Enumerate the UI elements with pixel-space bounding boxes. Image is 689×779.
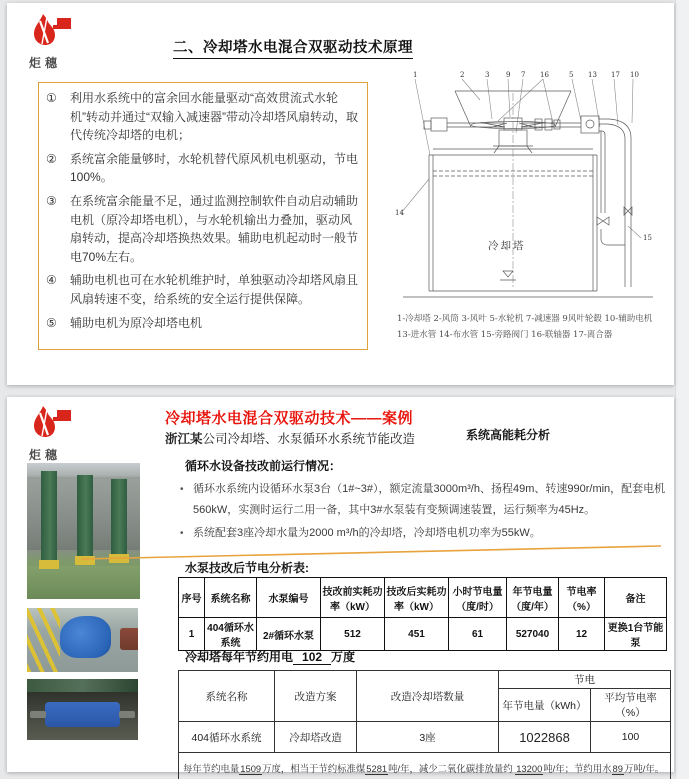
header-cell: 备注 (605, 578, 667, 618)
section-title: 循环水设备技改前运行情况： (185, 459, 342, 473)
photo-beam (27, 679, 138, 692)
header-cell: 改造方案 (275, 671, 357, 722)
photo-tower-base (75, 556, 95, 565)
bullet-marker: • (180, 484, 184, 495)
photo-shaft (119, 711, 135, 718)
photo-steel-tower (41, 471, 57, 561)
data-cell: 404循环水系统 (205, 618, 257, 651)
svg-text:15: 15 (643, 234, 652, 242)
scrollbar[interactable] (675, 0, 689, 779)
data-cell: 404循环水系统 (179, 722, 275, 753)
bullet-item (180, 523, 677, 544)
point-number: ④ (46, 273, 57, 288)
company-logo (29, 13, 93, 71)
cooling-tower-diagram (385, 63, 670, 363)
svg-text:17: 17 (611, 71, 620, 79)
photo-circulating-pump (27, 608, 138, 672)
photo-tower-base (39, 560, 59, 569)
data-cell: 527040 (507, 618, 559, 651)
legend-line: 13-进水管 14-布水管 15-旁路阀门 16-联轴器 17-离合器 (397, 330, 613, 341)
header-cell: 小时节电量（度/时） (449, 578, 507, 618)
photo-steel-tower (111, 479, 127, 555)
data-cell: 100 (591, 722, 671, 753)
point-text: 辅助电机也可在水轮机维护时，单独驱动冷却塔风扇且风扇转速不变，给系统的安全运行提供保障。 (70, 273, 359, 306)
note-suffix: 万度 (331, 650, 356, 664)
data-cell: 12 (559, 618, 605, 651)
point-item (46, 314, 359, 333)
data-cell: 2#循环水泵 (257, 618, 321, 651)
summary-value: 13200 (516, 763, 543, 774)
slide1-title: 二、冷却塔水电混合双驱动技术原理 (173, 36, 413, 59)
data-cell: 512 (321, 618, 385, 651)
bullet-text: 循环水系统内设循环水泵3台（1#~3#），额定流量3000m³/h、扬程49m、转速990r/min，配套电机560kW，实测时运行二用一备，其中3#水泵装有变频调速装置，运行频率为45Hz。 (193, 483, 666, 517)
bullet-item (180, 479, 677, 522)
svg-text:7: 7 (521, 71, 526, 79)
brand-text: 炬穗 (29, 448, 62, 462)
case-company: 浙江某 (165, 432, 203, 446)
pump-table-title: 水泵技改后节电分析表: (185, 561, 309, 575)
header-cell: 节电率（%） (559, 578, 605, 618)
annual-saving-note (185, 648, 355, 665)
summary-value: 5281 (366, 763, 388, 774)
data-cell: 61 (449, 618, 507, 651)
svg-text:16: 16 (540, 71, 549, 79)
svg-text:14: 14 (395, 209, 404, 217)
point-item (46, 271, 359, 308)
slide2-title: 冷却塔水电混合双驱动技术——案例 (165, 410, 414, 427)
note-value: 102 (293, 650, 331, 665)
flame-icon (29, 13, 75, 49)
svg-text:3: 3 (485, 71, 490, 79)
point-text: 在系统富余能量不足，通过监测控制软件自动启动辅助电机（原冷却塔电机），与水轮机输出力叠加，驱动风扇转动，提高冷却塔换热效果。辅助电机起动时一般节电70%左右。 (70, 193, 359, 264)
header-cell: 序号 (179, 578, 205, 618)
header-cell: 技改后实耗功率（kW） (385, 578, 449, 618)
bullet-marker: • (180, 527, 184, 539)
summary-text: 每年节约电量 (183, 763, 240, 774)
svg-text:5: 5 (569, 71, 574, 79)
data-cell: 冷却塔改造 (275, 722, 357, 753)
case-subtitle-rest: 公司冷却塔、水泵循环水系统节能改造 (202, 432, 416, 446)
photo-yellow-railing (27, 608, 60, 672)
svg-text:13: 13 (588, 71, 597, 79)
company-logo (29, 405, 93, 463)
header-cell: 水泵编号 (257, 578, 321, 618)
point-item (46, 150, 359, 187)
slide-principle (7, 3, 674, 385)
flame-icon (29, 405, 75, 441)
point-number: ② (46, 151, 57, 166)
summary-text: 万吨/年。 (623, 763, 665, 774)
point-number: ⑤ (46, 315, 57, 330)
svg-text:9: 9 (506, 71, 511, 79)
photo-shaft (30, 711, 46, 718)
point-number: ① (46, 91, 57, 105)
photo-cooling-tower-site (27, 463, 140, 599)
slide-case-study (7, 397, 674, 772)
bullet-text: 系统配套3座冷却水量为2000 m³/h的冷却塔，冷却塔电机功率为55kW。 (193, 526, 541, 539)
pump-saving-table (178, 577, 667, 651)
note-prefix: 冷却塔每年节约用电 (185, 650, 294, 664)
photo-grass (27, 566, 140, 599)
case-subtitle (165, 429, 415, 447)
legend-line: 1-冷却塔 2-风筒 3-风叶 5-水轮机 7-减速器 9风叶轮毂 10-辅助电机 (397, 314, 653, 324)
svg-text:10: 10 (630, 71, 639, 79)
header-cell: 系统名称 (205, 578, 257, 618)
brand-text: 炬穗 (29, 56, 62, 70)
point-number: ③ (46, 193, 57, 208)
photo-drive-unit (27, 679, 138, 740)
point-item (46, 89, 359, 145)
data-cell: 1022868 (499, 722, 591, 753)
diagram-legend (385, 311, 670, 343)
point-text: 辅助电机为原冷却塔电机 (70, 315, 203, 330)
header-cell: 年节电量（kWh） (499, 689, 591, 722)
photo-tower-base (109, 554, 129, 563)
point-item (46, 192, 359, 266)
data-cell: 1 (179, 618, 205, 651)
photo-blue-gearbox (45, 702, 120, 726)
svg-text:2: 2 (460, 71, 465, 79)
header-cell: 平均节电率（%） (591, 689, 671, 722)
summary-row (179, 753, 671, 779)
svg-text:1: 1 (413, 71, 418, 79)
header-cell: 年节电量（度/年） (507, 578, 559, 618)
data-cell: 更换1台节能泵 (605, 618, 667, 651)
photo-blue-pump (60, 616, 111, 658)
header-cell: 技改前实耗功率（kW） (321, 578, 385, 618)
svg-text:冷却塔: 冷却塔 (488, 240, 526, 252)
analysis-label: 系统高能耗分析 (466, 428, 551, 442)
photo-pipe (120, 628, 138, 650)
summary-value: 1509 (240, 763, 262, 774)
cooling-tower-drawing (385, 63, 670, 311)
point-text: 利用水系统中的富余回水能量驱动“高效贯流式水轮机”转动并通过“双输入减速器”带动冷却塔风扇转动，取代传统冷却塔的电机； (70, 91, 358, 143)
data-cell: 3座 (357, 722, 499, 753)
point-text: 系统富余能量够时，水轮机替代原风机电机驱动，节电100%。 (70, 151, 359, 185)
summary-text: 吨/年，减少二氧化碳排放量约 (388, 763, 516, 774)
summary-value: 89 (612, 763, 623, 774)
principle-points-box (38, 82, 368, 350)
header-cell: 节电 (499, 671, 671, 689)
summary-text: 万度，相当于节约标准煤 (262, 763, 366, 774)
header-cell: 改造冷却塔数量 (357, 671, 499, 722)
photo-steel-tower (77, 475, 93, 557)
data-cell: 451 (385, 618, 449, 651)
summary-text: 吨/年；节约用水 (543, 763, 612, 774)
tower-retrofit-table (178, 670, 671, 779)
header-cell: 系统名称 (179, 671, 275, 722)
bullet-list (180, 479, 677, 545)
